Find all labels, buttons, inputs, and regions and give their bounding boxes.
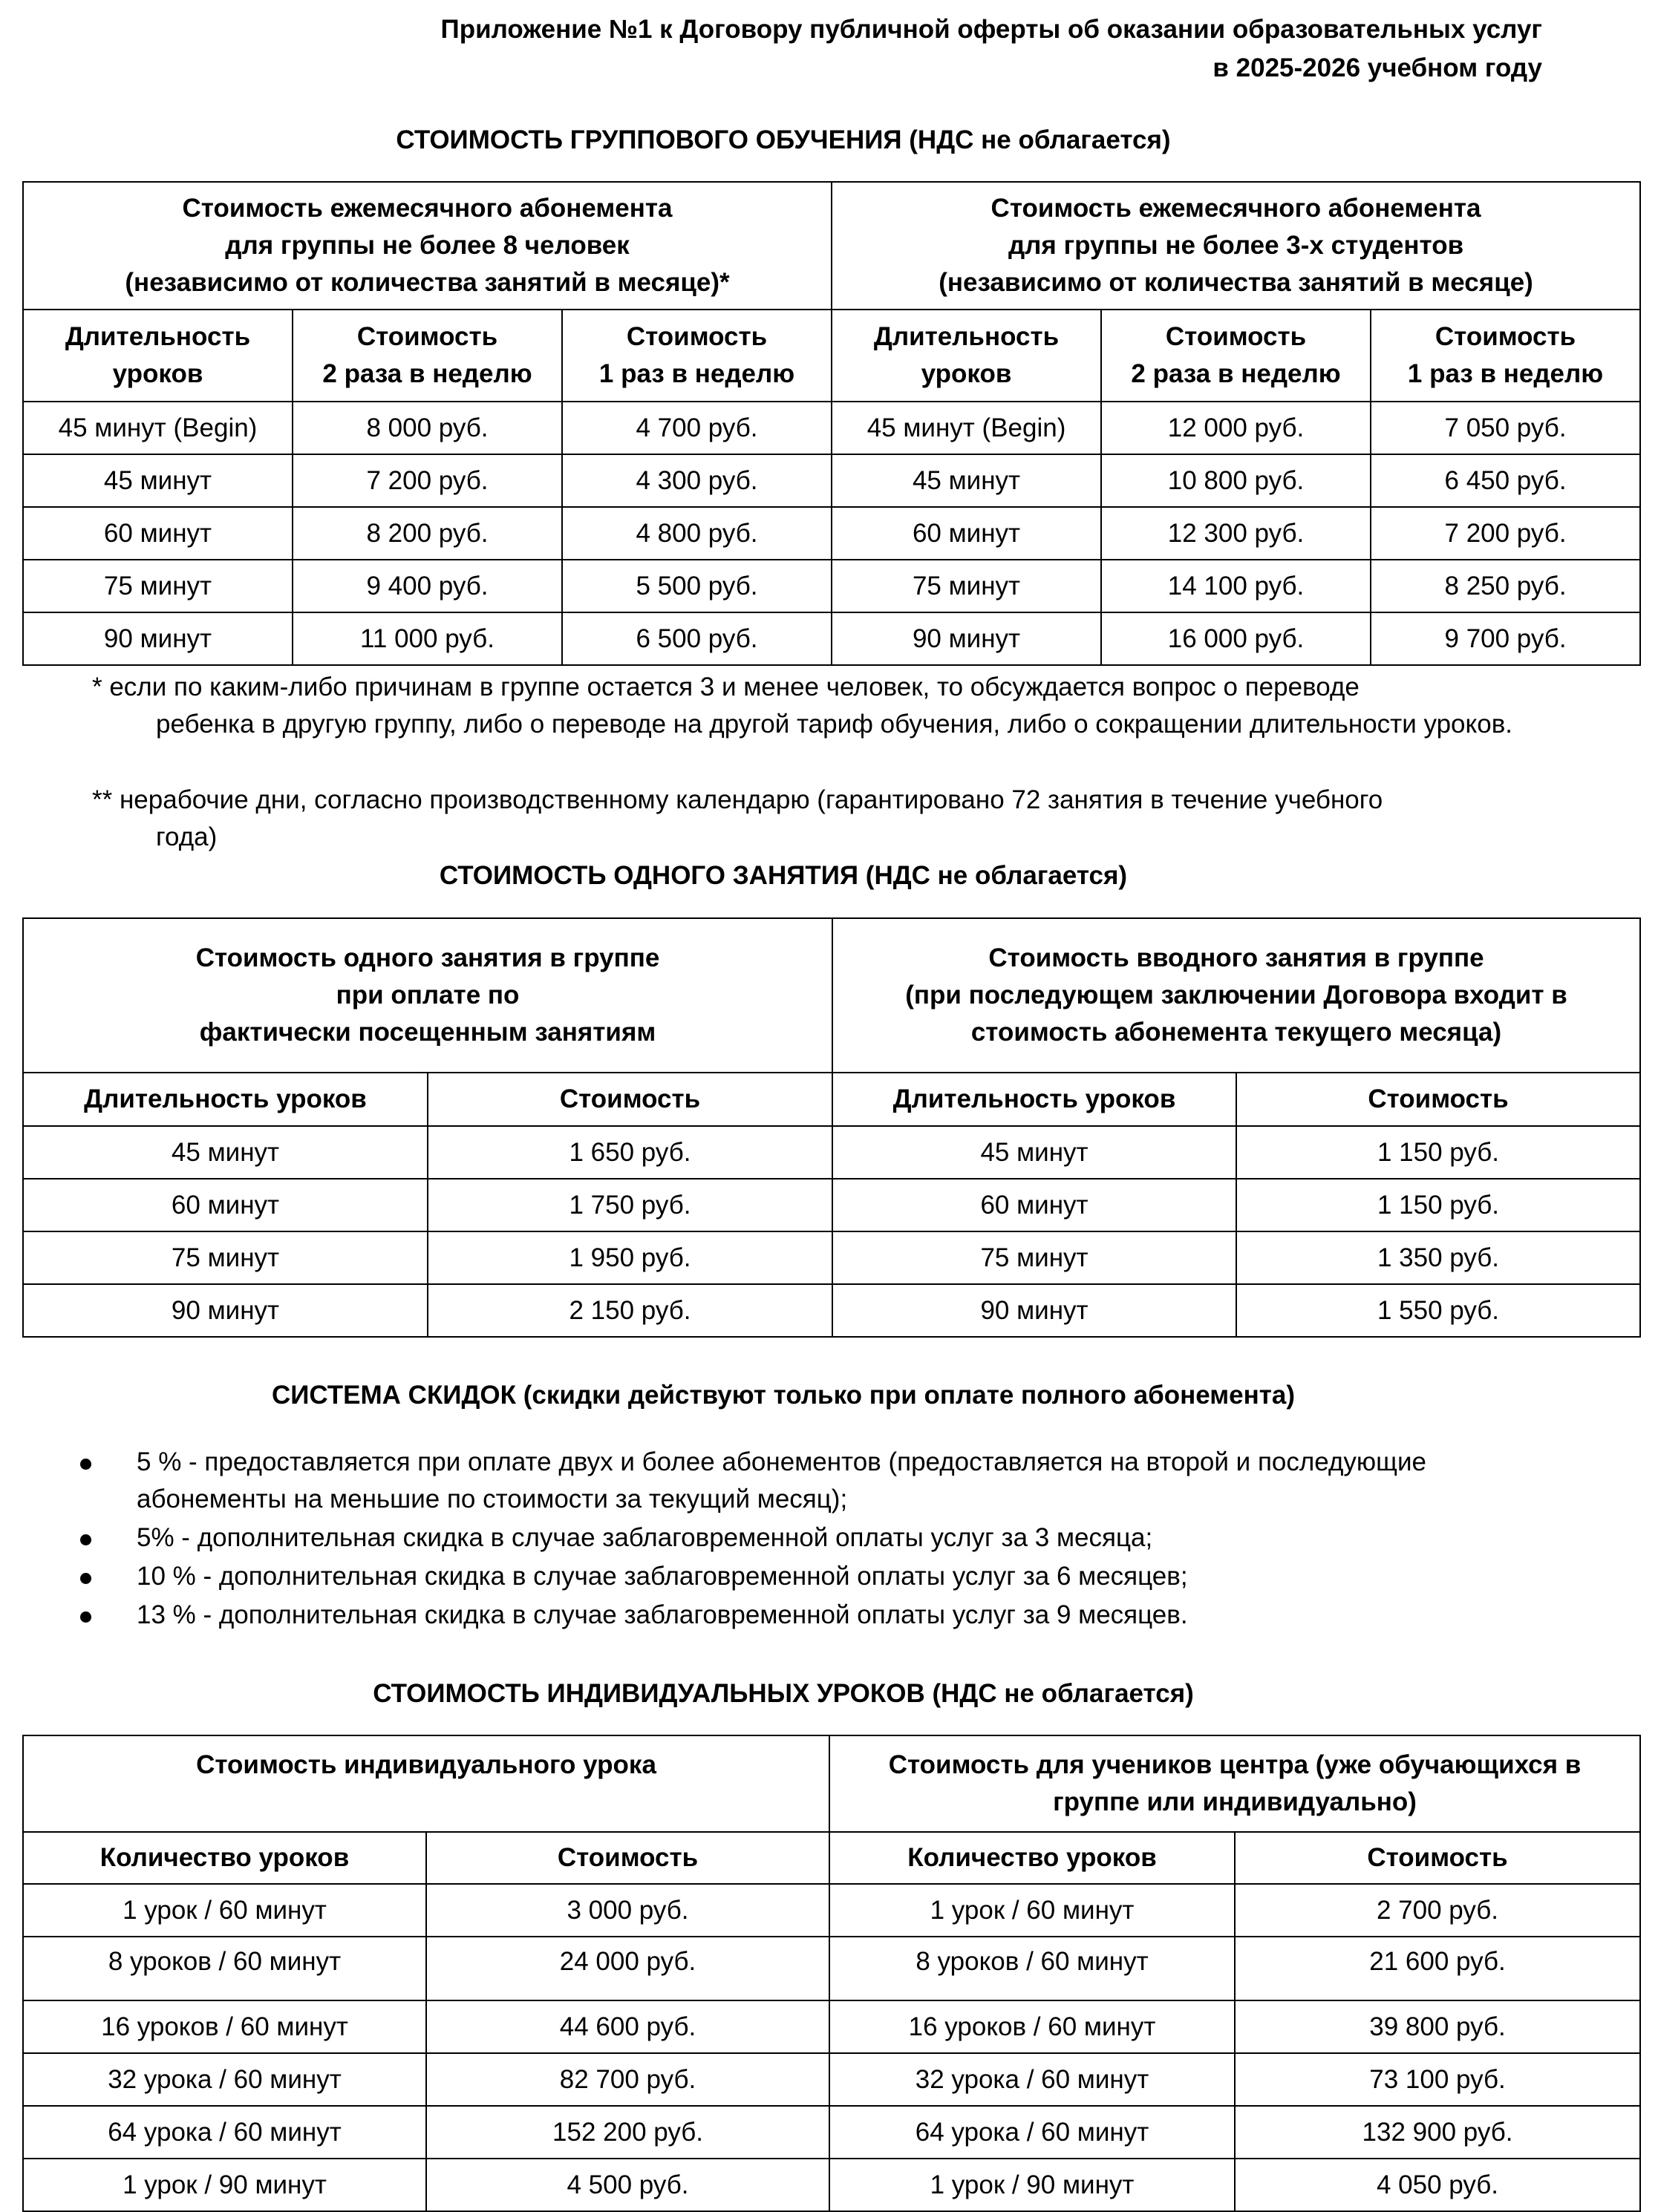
group-pricing-title: СТОИМОСТЬ ГРУППОВОГО ОБУЧЕНИЯ (НДС не облагается): [396, 125, 1171, 154]
column-header: Стоимость 2 раза в неделю: [293, 310, 562, 402]
column-header: Стоимость 1 раз в неделю: [562, 310, 832, 402]
discounts-title: СИСТЕМА СКИДОК (скидки действуют только при оплате полного абонемента): [271, 1381, 1296, 1410]
list-item: 10 % - дополнительная скидка в случае заблаговременной оплаты услуг за 6 месяцев;: [74, 1558, 1552, 1595]
individual-lessons-table: [22, 1735, 1641, 2212]
document-header: [441, 10, 1542, 88]
table-row: 60 минут 8 200 руб. 4 800 руб. 60 минут 12 300 руб. 7 200 руб.: [23, 507, 1640, 560]
single-right-header: Стоимость вводного занятия в группе (при последующем заключении Договора входит в стоимость абонемента текущего месяца): [832, 918, 1640, 1073]
group-right-header: Стоимость ежемесячного абонемента для группы не более 3-х студентов (независимо от количества занятий в месяце): [832, 182, 1640, 310]
table-row: 45 минут 1 650 руб. 45 минут 1 150 руб.: [23, 1126, 1640, 1179]
single-lesson-title: СТОИМОСТЬ ОДНОГО ЗАНЯТИЯ (НДС не облагается): [439, 861, 1128, 890]
group-left-header: Стоимость ежемесячного абонемента для группы не более 8 человек (независимо от количества занятий в месяце)*: [23, 182, 832, 310]
table-row: 8 уроков / 60 минут 24 000 руб. 8 уроков / 60 минут 21 600 руб.: [23, 1937, 1640, 2000]
individual-left-header: Стоимость индивидуального урока: [23, 1735, 829, 1832]
single-lesson-table: [22, 917, 1641, 1338]
list-item: 13 % - дополнительная скидка в случае заблаговременной оплаты услуг за 9 месяцев.: [74, 1597, 1552, 1634]
column-header: Длительность уроков: [832, 310, 1101, 402]
column-header: Стоимость 1 раз в неделю: [1371, 310, 1640, 402]
group-column-headers: [23, 310, 1640, 402]
header-line-1: Приложение №1 к Договору публичной оферты об оказании образовательных услуг: [440, 15, 1542, 44]
table-row: 90 минут 11 000 руб. 6 500 руб. 90 минут 16 000 руб. 9 700 руб.: [23, 612, 1640, 665]
individual-right-header: Стоимость для учеников центра (уже обучающихся в группе или индивидуально): [829, 1735, 1640, 1832]
footnote-1: * если по каким-либо причинам в группе остается 3 и менее человек, то обсуждается вопрос о переводе ребенка в другую группу, либо о переводе на другой тариф обучения, либо о сокращении длительности уроков.: [92, 673, 1513, 739]
table-row: 16 уроков / 60 минут 44 600 руб. 16 уроков / 60 минут 39 800 руб.: [23, 2000, 1640, 2053]
header-line-2: в 2025-2026 учебном году: [1213, 53, 1542, 82]
table-row: 64 урока / 60 минут 152 200 руб. 64 урока / 60 минут 132 900 руб.: [23, 2106, 1640, 2159]
column-header: Длительность уроков: [23, 310, 293, 402]
list-item: 5% - дополнительная скидка в случае заблаговременной оплаты услуг за 3 месяца;: [74, 1519, 1552, 1557]
table-row: 1 урок / 60 минут 3 000 руб. 1 урок / 60 минут 2 700 руб.: [23, 1884, 1640, 1937]
footnote-2: ** нерабочие дни, согласно производственному календарю (гарантировано 72 занятия в течение учебного года): [92, 785, 1383, 851]
bullet-icon: [80, 1611, 91, 1623]
table-row: 60 минут 1 750 руб. 60 минут 1 150 руб.: [23, 1179, 1640, 1231]
bullet-icon: [80, 1534, 91, 1545]
single-column-headers: Длительность уроков Стоимость Длительность уроков Стоимость: [23, 1073, 1640, 1126]
group-pricing-table: [22, 181, 1641, 666]
individual-column-headers: Количество уроков Стоимость Количество уроков Стоимость: [23, 1832, 1640, 1884]
table-row: 75 минут 9 400 руб. 5 500 руб. 75 минут 14 100 руб. 8 250 руб.: [23, 560, 1640, 612]
bullet-icon: [80, 1459, 91, 1470]
table-row: 75 минут 1 950 руб. 75 минут 1 350 руб.: [23, 1231, 1640, 1284]
single-left-header: Стоимость одного занятия в группе при оплате по фактически посещенным занятиям: [23, 918, 832, 1073]
bullet-icon: [80, 1573, 91, 1584]
table-row: 45 минут 7 200 руб. 4 300 руб. 45 минут 10 800 руб. 6 450 руб.: [23, 454, 1640, 507]
table-row: 45 минут (Begin) 8 000 руб. 4 700 руб. 45 минут (Begin) 12 000 руб. 7 050 руб.: [23, 402, 1640, 454]
individual-lessons-title: СТОИМОСТЬ ИНДИВИДУАЛЬНЫХ УРОКОВ (НДС не облагается): [373, 1679, 1194, 1708]
table-row: 90 минут 2 150 руб. 90 минут 1 550 руб.: [23, 1284, 1640, 1337]
table-row: 32 урока / 60 минут 82 700 руб. 32 урока / 60 минут 73 100 руб.: [23, 2053, 1640, 2106]
discounts-list: [74, 1444, 1552, 1635]
table-row: 1 урок / 90 минут 4 500 руб. 1 урок / 90 минут 4 050 руб.: [23, 2159, 1640, 2211]
list-item: 5 % - предоставляется при оплате двух и более абонементов (предоставляется на второй и последующие абонементы на меньшие по стоимости за текущий месяц);: [74, 1444, 1552, 1518]
column-header: Стоимость 2 раза в неделю: [1101, 310, 1371, 402]
